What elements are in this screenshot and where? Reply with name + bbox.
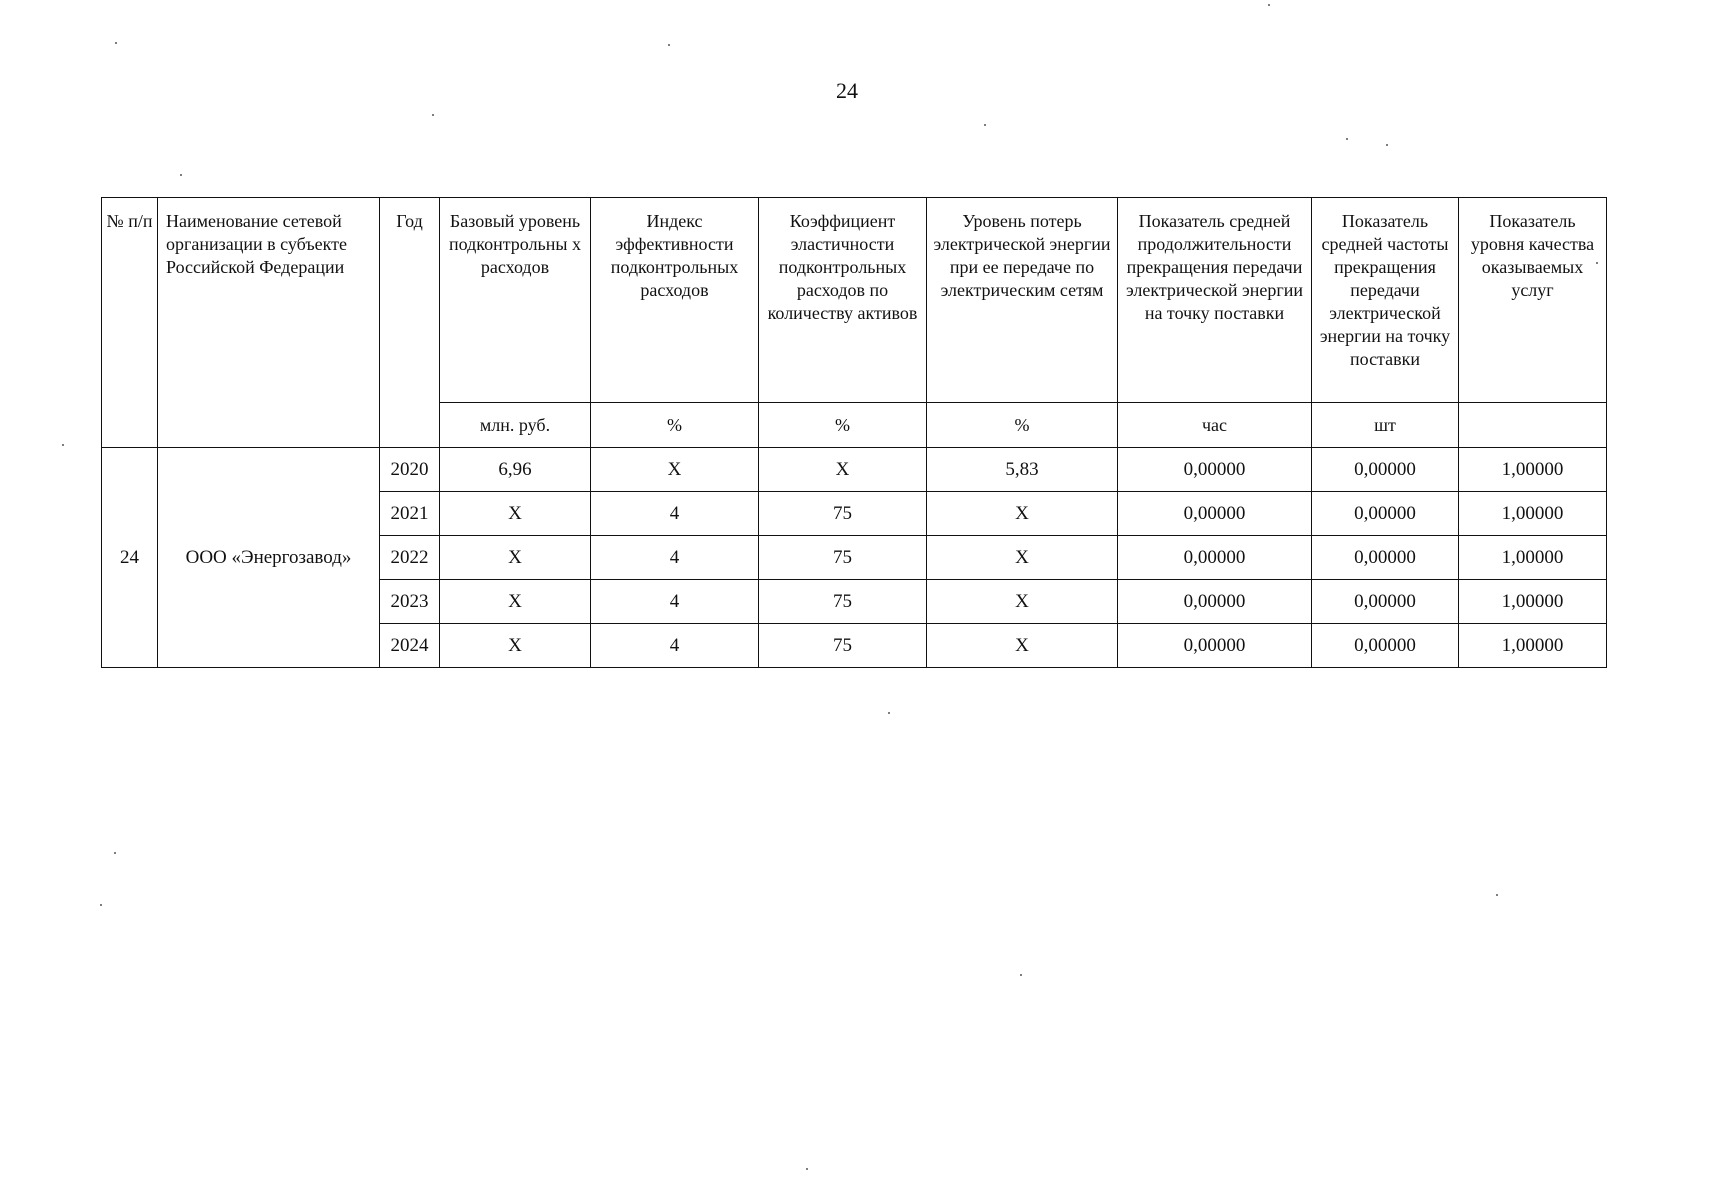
value-cell: 0,00000 — [1312, 580, 1459, 624]
value-cell: 1,00000 — [1459, 624, 1607, 668]
value-cell: 75 — [759, 624, 927, 668]
value-cell: 4 — [591, 580, 759, 624]
org-name-cell: ООО «Энергозавод» — [158, 448, 380, 668]
value-cell: 0,00000 — [1312, 624, 1459, 668]
data-table — [101, 197, 1607, 668]
scan-speck — [115, 42, 117, 44]
year-cell: 2022 — [380, 536, 440, 580]
value-cell: X — [440, 492, 591, 536]
scan-speck — [1268, 4, 1270, 6]
org-number-cell: 24 — [102, 448, 158, 668]
value-cell: 1,00000 — [1459, 448, 1607, 492]
value-cell: X — [927, 580, 1118, 624]
scan-speck — [806, 1168, 808, 1170]
value-cell: 0,00000 — [1118, 492, 1312, 536]
value-cell: 4 — [591, 624, 759, 668]
header-service-quality: Показатель уровня качества оказываемых услуг — [1459, 198, 1607, 403]
unit-interruption-duration: час — [1118, 403, 1312, 448]
scan-speck — [180, 174, 182, 176]
value-cell: 1,00000 — [1459, 580, 1607, 624]
scan-speck — [668, 44, 670, 46]
value-cell: 0,00000 — [1118, 536, 1312, 580]
value-cell: X — [440, 580, 591, 624]
value-cell: 1,00000 — [1459, 492, 1607, 536]
scan-speck — [1386, 144, 1388, 146]
scan-speck — [432, 114, 434, 116]
unit-base-cost: млн. руб. — [440, 403, 591, 448]
unit-energy-losses: % — [927, 403, 1118, 448]
scan-speck — [1496, 894, 1498, 896]
unit-elasticity-coefficient: % — [759, 403, 927, 448]
year-cell: 2020 — [380, 448, 440, 492]
value-cell: 0,00000 — [1312, 448, 1459, 492]
value-cell: 5,83 — [927, 448, 1118, 492]
year-cell: 2024 — [380, 624, 440, 668]
scan-speck — [1020, 974, 1022, 976]
header-elasticity-coefficient: Коэффициент эластичности подконтрольных расходов по количеству активов — [759, 198, 927, 403]
scan-speck — [62, 444, 64, 446]
scan-speck — [888, 712, 890, 714]
value-cell: 1,00000 — [1459, 536, 1607, 580]
value-cell: 4 — [591, 492, 759, 536]
value-cell: 4 — [591, 536, 759, 580]
unit-interruption-frequency: шт — [1312, 403, 1459, 448]
value-cell: 0,00000 — [1118, 580, 1312, 624]
value-cell: 75 — [759, 492, 927, 536]
value-cell: 0,00000 — [1118, 448, 1312, 492]
value-cell: X — [440, 624, 591, 668]
header-organization: Наименование сетевой организации в субъекте Российской Федерации — [158, 198, 380, 448]
table-row — [102, 448, 1607, 492]
header-interruption-frequency: Показатель средней частоты прекращения передачи электрической энергии на точку поставки — [1312, 198, 1459, 403]
value-cell: 75 — [759, 580, 927, 624]
value-cell: X — [927, 492, 1118, 536]
value-cell: X — [440, 536, 591, 580]
unit-efficiency-index: % — [591, 403, 759, 448]
year-cell: 2023 — [380, 580, 440, 624]
header-year: Год — [380, 198, 440, 448]
value-cell: 75 — [759, 536, 927, 580]
value-cell: X — [759, 448, 927, 492]
header-base-cost: Базовый уровень подконтрольны х расходов — [440, 198, 591, 403]
value-cell: 6,96 — [440, 448, 591, 492]
scan-speck — [984, 124, 986, 126]
scan-speck — [114, 852, 116, 854]
scan-speck — [1346, 138, 1348, 140]
year-cell: 2021 — [380, 492, 440, 536]
value-cell: 0,00000 — [1312, 492, 1459, 536]
value-cell: X — [927, 624, 1118, 668]
scan-speck — [100, 904, 102, 906]
header-energy-losses: Уровень потерь электрической энергии при ее передаче по электрическим сетям — [927, 198, 1118, 403]
value-cell: X — [591, 448, 759, 492]
unit-service-quality — [1459, 403, 1607, 448]
page-number: 24 — [836, 78, 858, 103]
header-row — [102, 198, 1607, 403]
header-number: № п/п — [102, 198, 158, 448]
value-cell: 0,00000 — [1118, 624, 1312, 668]
header-efficiency-index: Индекс эффективности подконтрольных расходов — [591, 198, 759, 403]
value-cell: X — [927, 536, 1118, 580]
value-cell: 0,00000 — [1312, 536, 1459, 580]
header-interruption-duration: Показатель средней продолжительности прекращения передачи электрической энергии на точку поставки — [1118, 198, 1312, 403]
